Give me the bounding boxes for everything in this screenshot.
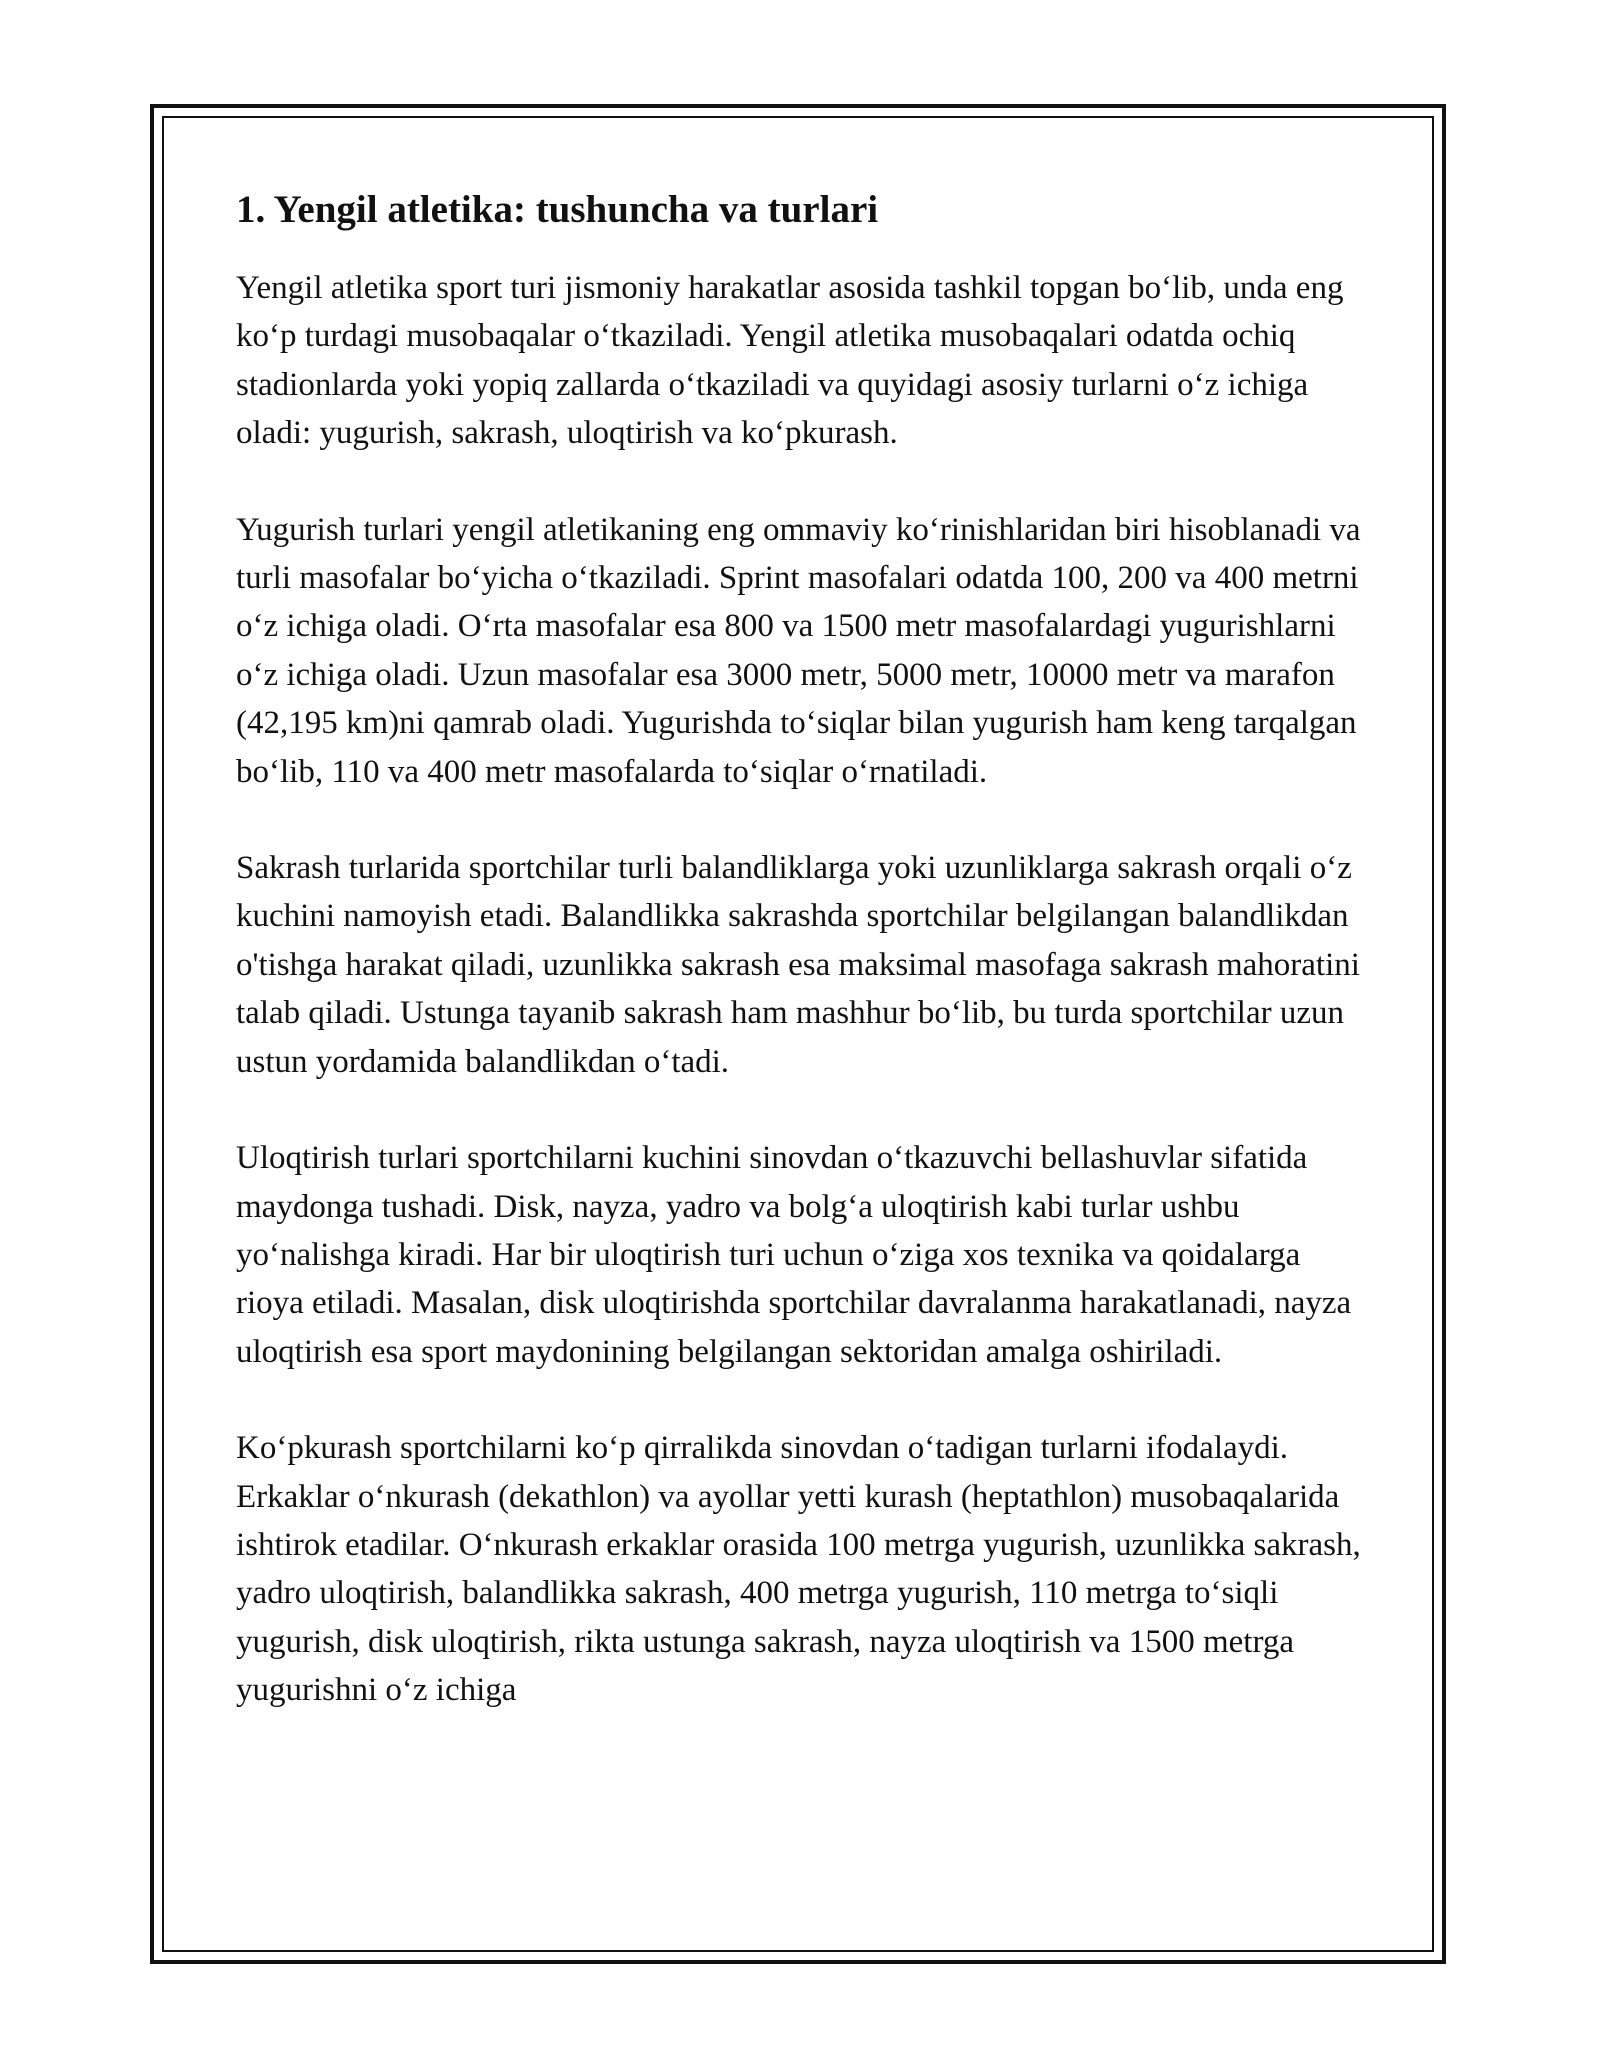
section-title: 1. Yengil atletika: tushuncha va turlari	[236, 188, 879, 231]
paragraph-combined-events: Koʻpkurash sportchilarni koʻp qirralikda sinovdan oʻtadigan turlarni ifodalaydi. Erkaklar oʻnkurash (dekathlon) va ayollar yetti kurash (heptathlon) musobaqalarida ishtirok etadilar. Oʻnkurash erkaklar orasida 100 metrga yugurish, uzunlikka sakrash, yadro uloqtirish, balandlikka sakrash, 400 metrga yugurish, 110 metrga toʻsiqli yugurish, disk uloqtirish, rikta ustunga sakrash, nayza uloqtirish va 1500 metrga yugurishni oʻz ichiga	[236, 1430, 1361, 1709]
paragraph-throwing: Uloqtirish turlari sportchilarni kuchini sinovdan oʻtkazuvchi bellashuvlar sifatida maydonga tushadi. Disk, nayza, yadro va bolgʻa uloqtirish kabi turlar ushbu yoʻnalishga kiradi. Har bir uloqtirish turi uchun oʻziga xos texnika va qoidalarga rioya etiladi. Masalan, disk uloqtirishda sportchilar davralanma harakatlanadi, nayza uloqtirish esa sport maydonining belgilangan sektoridan amalga oshiriladi.	[236, 1140, 1352, 1370]
paragraph-overview: Yengil atletika sport turi jismoniy harakatlar asosida tashkil topgan boʻlib, unda eng koʻp turdagi musobaqalar oʻtkaziladi. Yengil atletika musobaqalari odatda ochiq stadionlarda yoki yopiq zallarda oʻtkaziladi va quyidagi asosiy turlarni oʻz ichiga oladi: yugurish, sakrash, uloqtirish va koʻpkurash.	[236, 270, 1344, 452]
paragraph-running: Yugurish turlari yengil atletikaning eng ommaviy koʻrinishlaridan biri hisoblanadi va turli masofalar boʻyicha oʻtkaziladi. Sprint masofalari odatda 100, 200 va 400 metrni oʻz ichiga oladi. Oʻrta masofalar esa 800 va 1500 metr masofalardagi yugurishlarni oʻz ichiga oladi. Uzun masofalar esa 3000 metr, 5000 metr, 10000 metr va marafon (42,195 km)ni qamrab oladi. Yugurishda toʻsiqlar bilan yugurish ham keng tarqalgan boʻlib, 110 va 400 metr masofalarda toʻsiqlar oʻrnatiladi.	[236, 511, 1361, 790]
document-body	[236, 186, 1366, 1715]
paragraph-jumping: Sakrash turlarida sportchilar turli balandliklarga yoki uzunliklarga sakrash orqali oʻz kuchini namoyish etadi. Balandlikka sakrashda sportchilar belgilangan balandlikdan o'tishga harakat qiladi, uzunlikka sakrash esa maksimal masofaga sakrash mahoratini talab qiladi. Ustunga tayanib sakrash ham mashhur boʻlib, bu turda sportchilar uzun ustun yordamida balandlikdan oʻtadi.	[236, 850, 1360, 1080]
